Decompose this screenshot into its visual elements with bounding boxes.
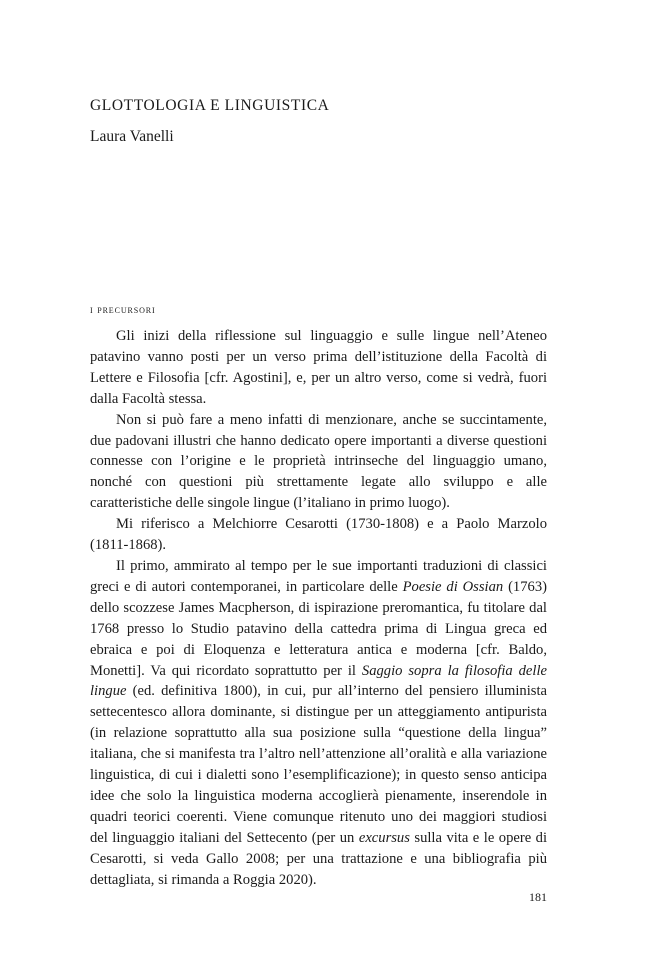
paragraph [90,514,547,556]
chapter-author: Laura Vanelli [90,128,174,145]
italic-title: Saggio sopra la filosofia delle lingue [90,662,547,700]
paragraph [90,556,547,891]
body-text [90,326,547,890]
paragraph [90,410,547,515]
paragraph [90,326,547,410]
chapter-title: GLOTTOLOGIA E LINGUISTICA [90,97,330,114]
text-segment: sulla vita e le opere di Cesarotti, si veda Gallo 2008; per una trattazione e una bibliografia più dettagliata, si rimanda a Roggia 2020). [90,829,548,888]
text-segment: Il primo, ammirato al tempo per le sue importanti traduzioni di classici greci e di autori contemporanei, in particolare delle [90,557,547,595]
text-segment: Gli inizi della riflessione sul linguaggio e sulle lingue nell’Ateneo patavino vanno posti per un verso prima dell’istituzione della Facoltà di Lettere e Filosofia [cfr. Agostini], e, per un altro verso, come si vedrà, fuori dalla Facoltà stessa. [90,328,547,407]
text-segment: (ed. definitiva 1800), in cui, pur all’interno del pensiero illuminista settecentesco allora dominante, si distingue per un atteggiamento antipurista (in relazione soprattutto alla sua posizione sulla “questione della lingua” italiana, che si manifesta tra l’altro nell’attenzione all’oralità e alla variazione linguistica, di cui i dialetti sono l’esemplificazione); in questo senso anticipa idee che solo la linguistica moderna accoglierà pienamente, inserendole in quadri teorici coerenti. Viene comunque ritenuto uno dei maggiori studiosi del linguaggio italiani del Settecento (per un [90,683,547,846]
italic-word: excursus [358,829,410,846]
text-segment: (1763) dello scozzese James Macpherson, di ispirazione preromantica, fu titolare dal 1768 presso lo Studio patavino della cattedra prima di Lingua greca ed ebraica e poi di Eloquenza e letteratura antica e moderna [cfr. Baldo, Monetti]. Va qui ricordato soprattutto per il [90,578,547,679]
text-segment: Non si può fare a meno infatti di menzionare, anche se succintamente, due padovani illustri che hanno dedicato opere importanti a diverse questioni connesse con l’origine e le proprietà intrinseche del linguaggio umano, nonché con questioni più strettamente legate allo sviluppo e alle caratteristiche delle singole lingue (l’italiano in primo luogo). [90,411,547,512]
section-heading: i precursori [90,304,156,316]
italic-title: Poesie di Ossian [402,578,504,595]
text-segment: Mi riferisco a Melchiorre Cesarotti (1730-1808) e a Paolo Marzolo (1811-1868). [90,516,547,554]
page-number: 181 [529,890,547,904]
